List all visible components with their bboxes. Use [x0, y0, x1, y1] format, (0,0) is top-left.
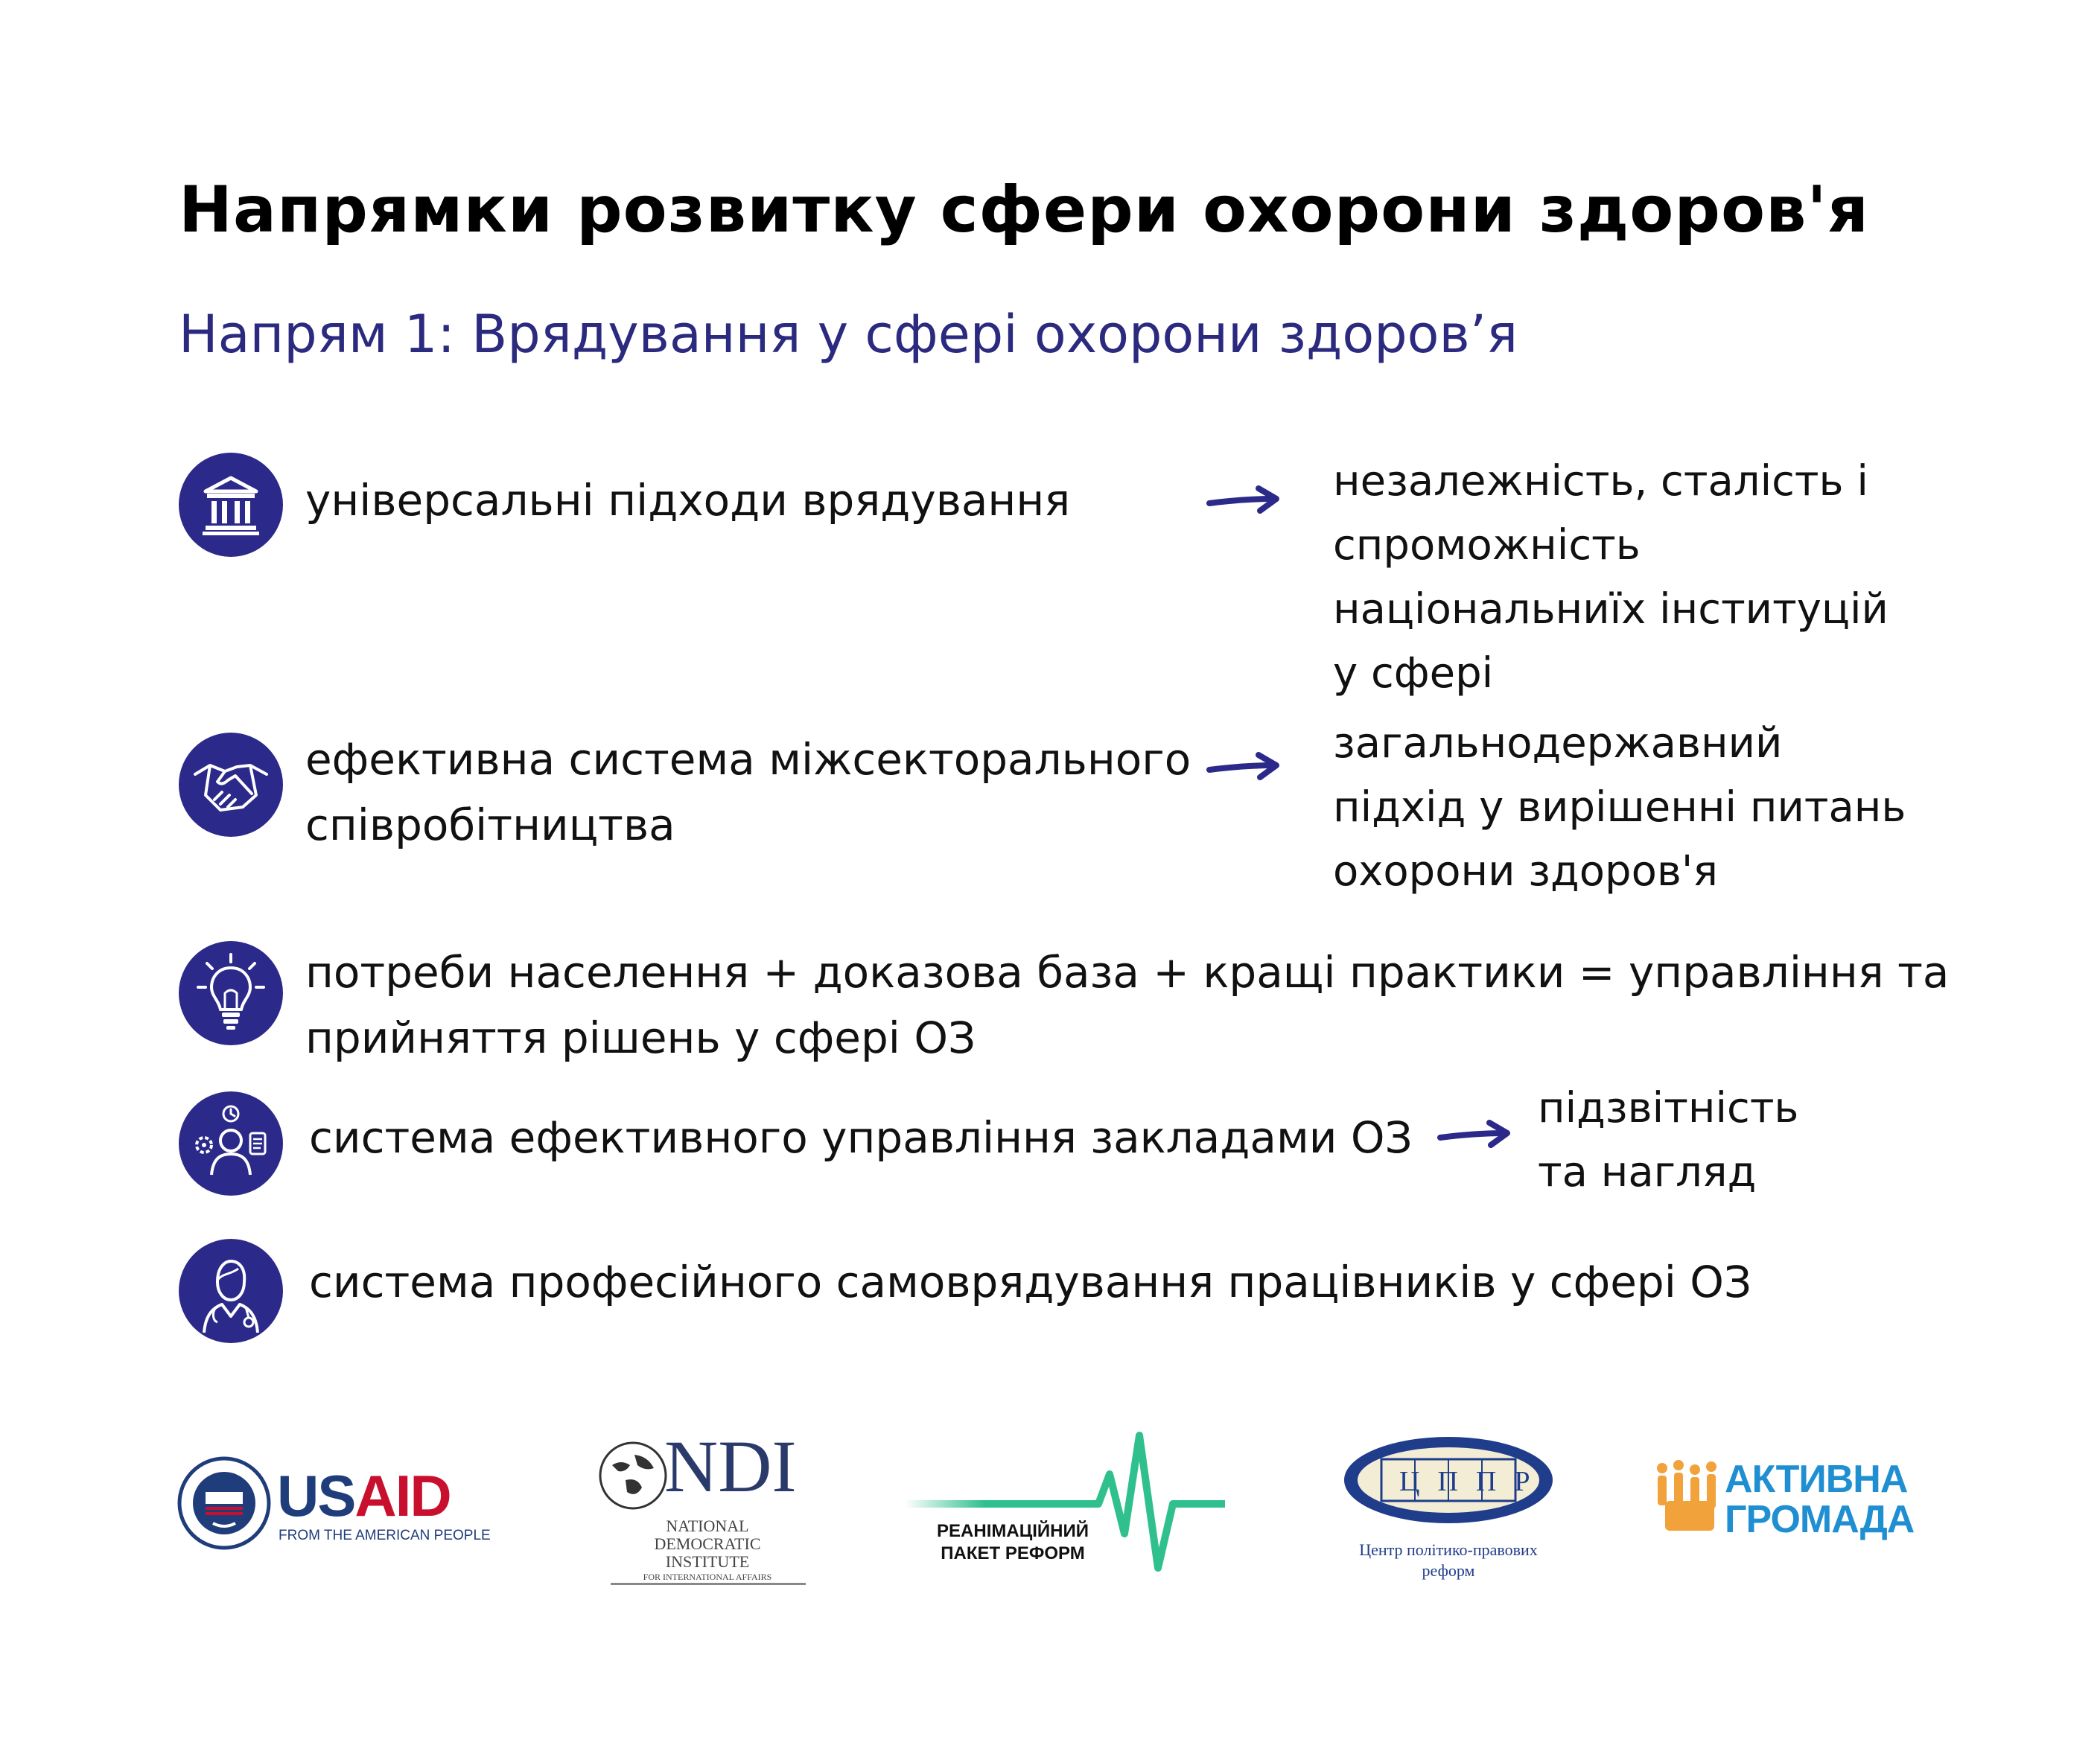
arrow-right-icon: [1437, 1118, 1512, 1151]
gromada-line-1: АКТИВНА: [1725, 1458, 1908, 1501]
rpr-logo: [905, 1429, 1225, 1578]
item-3-line-2: прийняття рішень у сфері ОЗ: [305, 1013, 976, 1063]
cppr-logo: [1337, 1432, 1560, 1596]
doctor-icon: [179, 1239, 283, 1343]
arrow-right-icon: [1206, 750, 1281, 783]
item-2-result-line-1: загальнодержавний: [1333, 719, 1783, 768]
usaid-seal-icon: [176, 1455, 273, 1552]
ndi-line-1: NATIONAL: [666, 1517, 749, 1535]
globe-icon: [596, 1438, 670, 1513]
item-4-result-line-2: та нагляд: [1538, 1148, 1757, 1196]
ndi-line-3: INSTITUTE: [665, 1552, 750, 1571]
item-5-text: [309, 1249, 1751, 1315]
cppr-line-2: реформ: [1422, 1561, 1475, 1580]
item-2-line-2: співробітництва: [305, 800, 675, 850]
item-3-line-1: потреби населення + доказова база + кращі практики = управління та: [305, 947, 1950, 998]
rpr-line-2: ПАКЕТ РЕФОРМ: [941, 1543, 1085, 1563]
item-1-result: [1333, 450, 1889, 706]
page-subtitle: Напрям 1: Врядування у сфері охорони здоров’я: [179, 304, 1518, 365]
item-4-line-1: система ефективного управління закладами ОЗ: [309, 1112, 1413, 1163]
item-1-line-1: універсальні підходи врядування: [305, 475, 1071, 526]
item-1-result-line-3: національниїх інституцій: [1333, 585, 1889, 634]
item-5-line-1: система професійного самоврядування працівників у сфері ОЗ: [309, 1257, 1752, 1307]
ndi-logo: [596, 1425, 812, 1593]
page-title: Напрямки розвитку сфери охорони здоров'я: [179, 173, 1869, 247]
item-2-result-line-2: підхід у вирішенні питань: [1333, 783, 1906, 832]
bank-building-icon: [179, 453, 283, 557]
cppr-caption: [1337, 1540, 1560, 1581]
item-4-text: [309, 1105, 1413, 1170]
management-person-icon: [179, 1091, 283, 1196]
item-1-text: [305, 468, 1070, 533]
people-group-icon: [1653, 1459, 1728, 1541]
item-4-result: [1538, 1077, 1798, 1246]
cppr-abbr: ЦППР: [1399, 1466, 1548, 1497]
ndi-caption: [611, 1517, 804, 1583]
item-4-result-line-1: підзвітність: [1538, 1084, 1799, 1132]
rpr-caption: [927, 1520, 1098, 1565]
item-2-line-1: ефективна система міжсекторального: [305, 734, 1191, 785]
usaid-logo: [176, 1455, 489, 1552]
handshake-icon: [179, 733, 283, 837]
item-1-result-line-1: незалежність, сталість і: [1333, 457, 1868, 506]
cppr-line-1: Центр політико-правових: [1359, 1540, 1538, 1559]
ndi-line-4: FOR INTERNATIONAL AFFAIRS: [643, 1572, 772, 1582]
lightbulb-icon: [179, 941, 283, 1045]
item-1-result-line-4: у сфері: [1333, 649, 1494, 698]
arrow-right-icon: [1206, 484, 1281, 517]
item-2-text: [305, 727, 1191, 858]
rpr-line-1: РЕАНІМАЦІЙНИЙ: [937, 1521, 1089, 1541]
item-2-result-line-3: охорони здоров'я: [1333, 847, 1718, 896]
gromada-wordmark: [1725, 1459, 1914, 1540]
gromada-line-2: ГРОМАДА: [1725, 1498, 1915, 1541]
ndi-divider: [611, 1583, 806, 1585]
aktyvna-hromada-logo: [1653, 1459, 1936, 1549]
usaid-wordmark: USAID: [277, 1463, 451, 1528]
item-3-text: [305, 940, 1949, 1071]
ndi-wordmark: NDI: [664, 1425, 797, 1508]
item-1-result-line-2: спроможність: [1333, 521, 1641, 570]
ndi-line-2: DEMOCRATIC: [654, 1534, 761, 1553]
usaid-tagline: FROM THE AMERICAN PEOPLE: [279, 1528, 491, 1543]
item-2-result: [1333, 712, 1906, 904]
